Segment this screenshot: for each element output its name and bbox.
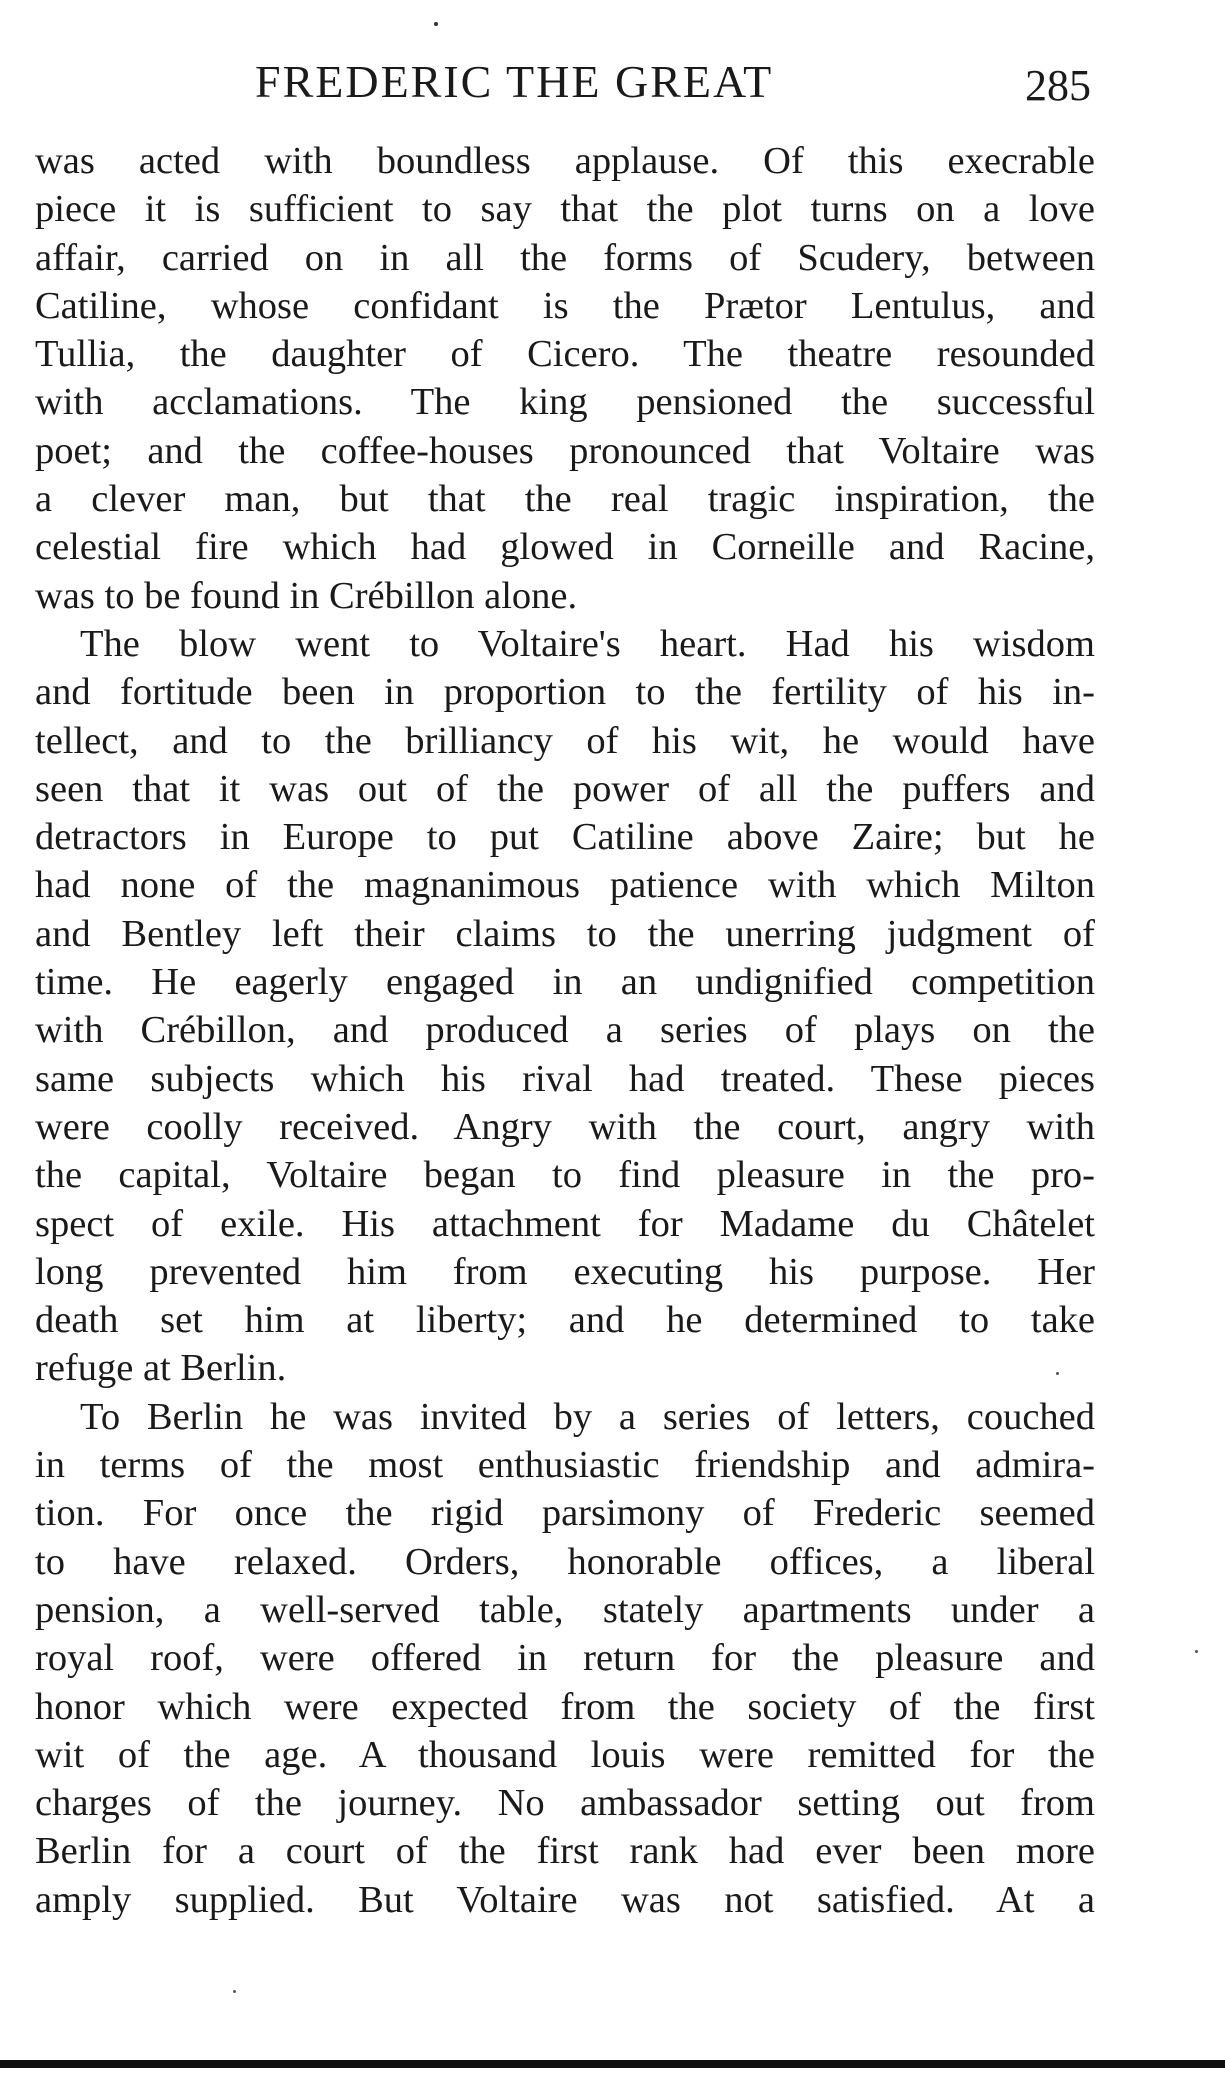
text-line: a clever man, but that the real tragic inspiration, the bbox=[35, 478, 1095, 521]
text-line: refuge at Berlin. bbox=[35, 1347, 287, 1390]
text-line: were coolly received. Angry with the court, angry with bbox=[35, 1105, 1095, 1148]
text-line: Berlin for a court of the first rank had ever been more bbox=[35, 1830, 1095, 1873]
text-line: time. He eagerly engaged in an undignified competition bbox=[35, 961, 1095, 1004]
text-line: with Crébillon, and produced a series of plays on the bbox=[35, 1009, 1095, 1052]
page-bottom-edge bbox=[0, 2060, 1225, 2068]
text-line: detractors in Europe to put Catiline above Zaire; but he bbox=[35, 816, 1095, 859]
text-line: long prevented him from executing his purpose. Her bbox=[35, 1250, 1095, 1293]
paragraph bbox=[35, 1393, 1095, 1924]
text-line: affair, carried on in all the forms of Scudery, between bbox=[35, 236, 1095, 279]
text-line: To Berlin he was invited by a series of letters, couched bbox=[80, 1395, 1095, 1438]
text-line: amply supplied. But Voltaire was not satisfied. At a bbox=[35, 1878, 1095, 1921]
ink-speck bbox=[233, 1990, 236, 1993]
body-text bbox=[35, 137, 1095, 1924]
text-line: tellect, and to the brilliancy of his wit, he would have bbox=[35, 719, 1095, 762]
text-line: same subjects which his rival had treated. These pieces bbox=[35, 1057, 1095, 1100]
ink-speck bbox=[1056, 1372, 1059, 1375]
text-line: and Bentley left their claims to the unerring judgment of bbox=[35, 912, 1095, 955]
text-line: death set him at liberty; and he determined to take bbox=[35, 1299, 1095, 1342]
text-line: was acted with boundless applause. Of this execrable bbox=[35, 140, 1095, 182]
text-line: and fortitude been in proportion to the fertility of his in- bbox=[35, 671, 1095, 714]
page-number: 285 bbox=[1025, 61, 1091, 110]
text-line: spect of exile. His attachment for Madame du Châtelet bbox=[35, 1202, 1095, 1245]
text-line: piece it is sufficient to say that the plot turns on a love bbox=[35, 188, 1095, 231]
paragraph bbox=[35, 620, 1095, 1393]
text-line: honor which were expected from the society of the first bbox=[35, 1685, 1095, 1728]
text-line: Tullia, the daughter of Cicero. The theatre resounded bbox=[35, 333, 1095, 376]
text-line: the capital, Voltaire began to find pleasure in the pro- bbox=[35, 1154, 1095, 1197]
text-line: The blow went to Voltaire's heart. Had his wisdom bbox=[80, 622, 1095, 665]
text-line: Catiline, whose confidant is the Prætor Lentulus, and bbox=[35, 284, 1095, 327]
text-line: poet; and the coffee-houses pronounced that Voltaire was bbox=[35, 429, 1095, 472]
text-line: charges of the journey. No ambassador setting out from bbox=[35, 1782, 1095, 1825]
text-line: wit of the age. A thousand louis were remitted for the bbox=[35, 1733, 1095, 1776]
paragraph bbox=[35, 137, 1095, 620]
text-line: pension, a well-served table, stately apartments under a bbox=[35, 1588, 1095, 1631]
text-line: to have relaxed. Orders, honorable offices, a liberal bbox=[35, 1540, 1095, 1583]
running-title: FREDERIC THE GREAT bbox=[255, 56, 774, 107]
ink-speck bbox=[1195, 1650, 1198, 1653]
text-line: had none of the magnanimous patience with which Milton bbox=[35, 864, 1095, 907]
text-line: tion. For once the rigid parsimony of Frederic seemed bbox=[35, 1492, 1095, 1535]
text-line: seen that it was out of the power of all the puffers and bbox=[35, 767, 1095, 810]
ink-speck bbox=[434, 22, 438, 26]
text-line: in terms of the most enthusiastic friendship and admira- bbox=[35, 1444, 1095, 1487]
text-line: celestial fire which had glowed in Corneille and Racine, bbox=[35, 526, 1095, 569]
text-line: was to be found in Crébillon alone. bbox=[35, 574, 578, 617]
running-header bbox=[0, 52, 1225, 112]
text-line: with acclamations. The king pensioned the successful bbox=[35, 381, 1095, 424]
text-line: royal roof, were offered in return for the pleasure and bbox=[35, 1637, 1095, 1680]
